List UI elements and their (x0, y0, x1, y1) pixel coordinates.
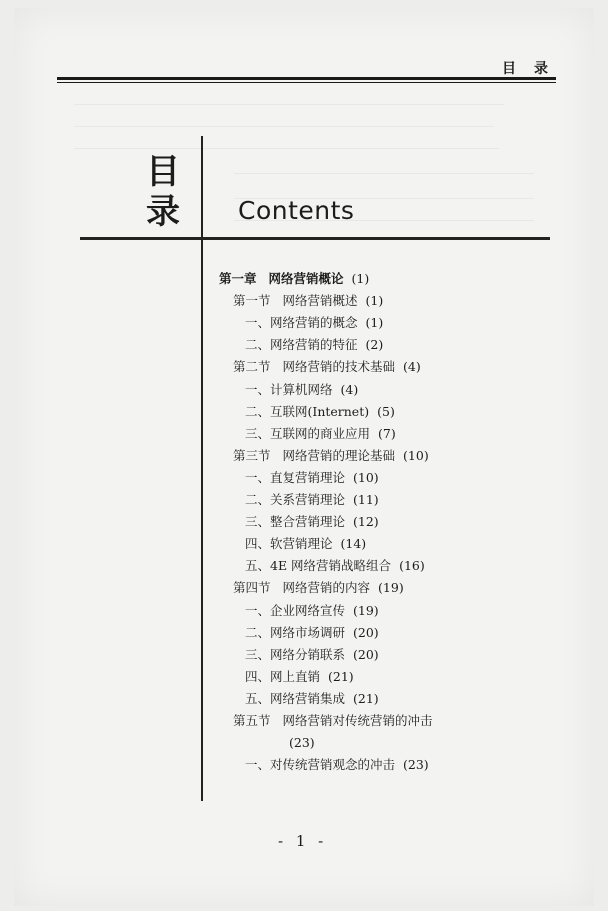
toc-page-number: (21) (353, 690, 379, 706)
toc-page-number: (19) (378, 580, 404, 596)
header-rule (57, 77, 556, 80)
toc-entry-title (245, 624, 345, 642)
toc-heading-char-1: 目 (146, 152, 180, 192)
toc-entry-title (245, 403, 369, 421)
toc-entry-text: 网络营销的内容 (282, 580, 371, 596)
toc-page-number: (4) (340, 381, 359, 397)
toc-page-number: (12) (353, 514, 379, 530)
toc-entry-text: 五、4E 网络营销战略组合 (245, 558, 392, 574)
toc-entry-title (245, 535, 333, 553)
toc-heading-char-2: 录 (146, 192, 180, 232)
toc-entry-text: 网络营销对传统营销的冲击 (282, 713, 433, 728)
vertical-rule (201, 136, 203, 801)
toc-page-number: (5) (377, 403, 395, 419)
toc-entry-number: 第五节 (233, 713, 271, 728)
toc-page-number: (20) (353, 624, 379, 640)
toc-page-number: (16) (399, 558, 425, 574)
toc-entry-text: 二、网络市场调研 (245, 624, 346, 640)
toc-entry-title (233, 358, 395, 376)
toc-entry-title (245, 314, 358, 332)
toc-entry[interactable] (233, 712, 433, 730)
toc-page-number: (14) (340, 536, 367, 552)
page-number: - 1 - (278, 832, 328, 850)
toc-entry-title (245, 469, 345, 487)
toc-page-number: (23) (289, 735, 315, 751)
toc-page-number: (1) (351, 271, 370, 286)
toc-entry-title (233, 447, 395, 465)
toc-entry-title (233, 712, 433, 730)
toc-entry-title (245, 690, 345, 708)
toc-entry-text: 网络营销概论 (268, 271, 344, 286)
toc-entry-text: 三、网络分销联系 (245, 646, 346, 662)
toc-entry-title (233, 579, 370, 597)
toc-page-number: (23) (403, 757, 429, 773)
toc-entry-text: 二、互联网(Internet) (245, 403, 370, 419)
toc-page-number: (11) (353, 492, 379, 507)
toc-page-number: (1) (365, 293, 384, 309)
toc-entry-text: 三、互联网的商业应用 (245, 425, 371, 441)
toc-page-number: (10) (353, 469, 379, 485)
toc-heading-en: Contents (238, 196, 355, 225)
toc-entry-title (245, 381, 333, 399)
toc-entry-title (245, 425, 370, 443)
toc-page-number: (20) (353, 646, 379, 662)
toc-entry-text: 二、关系营销理论 (245, 492, 346, 507)
toc-entry-title (245, 646, 345, 664)
toc-page-number: (7) (378, 425, 396, 441)
toc-entry-title (245, 513, 345, 531)
toc-entry-text: 三、整合营销理论 (245, 514, 346, 530)
toc-heading-zh (140, 152, 186, 232)
toc-entry-text: 四、软营销理论 (245, 536, 333, 552)
toc-entry-title (219, 270, 344, 288)
header-rule-thin (57, 82, 556, 83)
toc-entry-text: 二、网络营销的特征 (245, 337, 358, 353)
toc-page-number: (4) (403, 359, 421, 375)
toc-entry-text: 一、直复营销理论 (245, 469, 346, 485)
toc-entry-text: 一、对传统营销观念的冲击 (245, 757, 396, 773)
horizontal-rule (80, 237, 550, 240)
toc-entry-number: 第三节 (233, 447, 271, 463)
toc-entry-title (245, 557, 391, 575)
toc-page-number: (2) (365, 337, 384, 353)
toc-entry-text: 一、网络营销的概念 (245, 315, 358, 331)
toc-entry-text: 网络营销的技术基础 (282, 359, 396, 375)
toc-entry-title (245, 491, 345, 509)
toc-page-number: (1) (365, 315, 384, 331)
toc-entry-title (245, 336, 358, 354)
toc-entry-title (245, 756, 395, 774)
toc-entry-title (245, 602, 345, 620)
toc-entry-text: 一、企业网络宣传 (245, 602, 346, 618)
toc-entry-text: 网络营销的理论基础 (282, 447, 396, 463)
toc-page-number: (10) (403, 447, 429, 463)
toc-entry-number: 第二节 (233, 359, 271, 375)
toc-entry-text: 五、网络营销集成 (245, 690, 346, 706)
toc-entry-text: 网络营销概述 (282, 293, 358, 309)
running-head: 目 录 (502, 61, 550, 77)
toc-page-number: (21) (328, 668, 354, 684)
toc-entry-text: 四、网上直销 (245, 668, 321, 684)
toc-entry-title (233, 292, 358, 310)
toc-entry-number: 第四节 (233, 580, 271, 596)
toc-entry-number: 第一章 (219, 271, 257, 286)
toc-entry-text: 一、计算机网络 (245, 381, 333, 397)
toc-page-number: (19) (353, 602, 379, 618)
toc-entry-title (245, 668, 320, 686)
toc-entry-number: 第一节 (233, 293, 271, 309)
